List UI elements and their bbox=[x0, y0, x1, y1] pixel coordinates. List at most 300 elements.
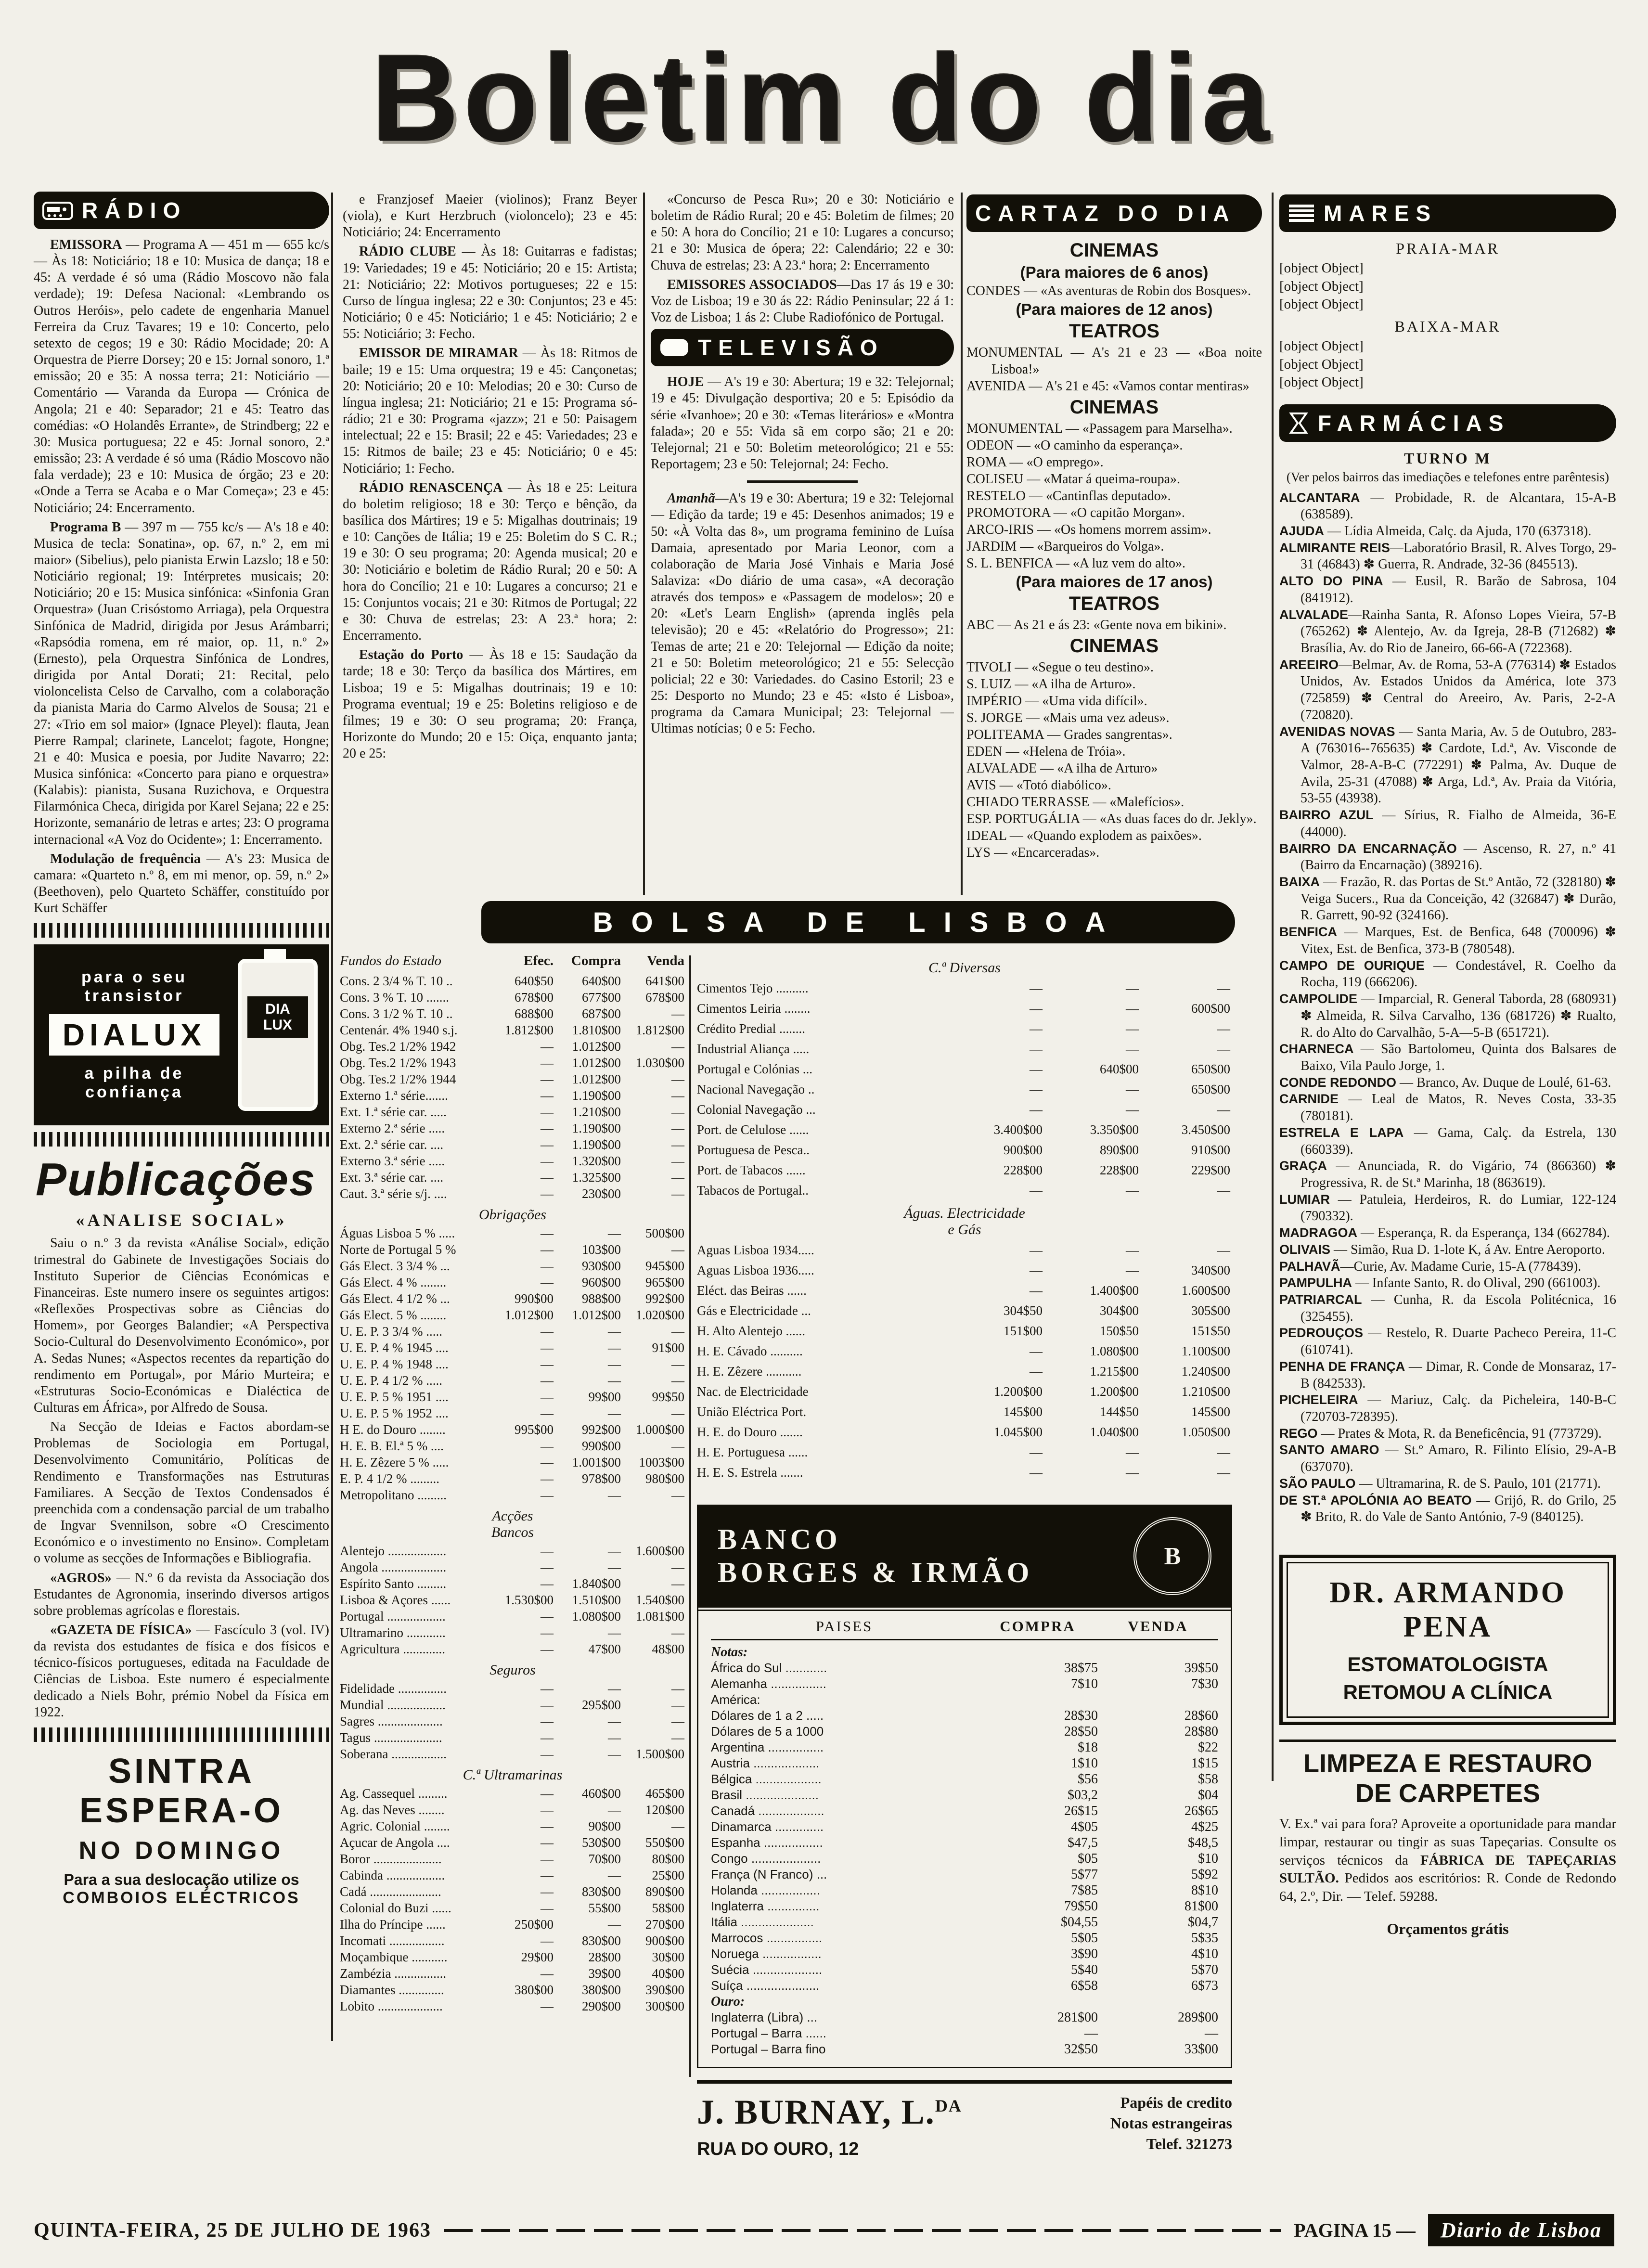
farmacias-note: (Ver pelos bairros das imediações e telefones entre parêntesis) bbox=[1286, 470, 1609, 485]
tide-line: [object Object] bbox=[1279, 296, 1364, 312]
exchange-row: Austria ................... 1$10 1$15 bbox=[711, 1756, 1218, 1771]
bolsa-row: Cons. 3 % T. 10 ....... 678$00 677$00 678$00 bbox=[340, 990, 684, 1005]
exchange-row: Portugal – Barra ...... — — bbox=[711, 2026, 1218, 2041]
bolsa-section: Seguros Fidelidade ............... — — — Mundial .................. — 295$00 — Sagres .................... — — — Tagus ..................... — — — Soberana ................. — — 1.500$00 bbox=[340, 1662, 684, 1761]
bolsa-row: Externo 1.ª série....... — 1.190$00 — bbox=[340, 1088, 684, 1103]
farmacia-entry: BENFICA — Marques, Est. de Benfica, 648 (700096) ✽ Vitex, Est. de Benfica, 373-B (780548). bbox=[1279, 925, 1616, 956]
bolsa-row: Ext. 2.ª série car. .... — 1.190$00 — bbox=[340, 1137, 684, 1152]
bolsa-right-sections bbox=[697, 960, 1232, 1482]
exchange-table bbox=[698, 1606, 1231, 2067]
bolsa-row: Tagus ..................... — — — bbox=[340, 1730, 684, 1745]
farmacia-entry: ALCANTARA — Probidade, R. de Alcantara, 15-A-B (638589). bbox=[1279, 490, 1616, 522]
farmacia-entry: ALMIRANTE REIS—Laboratório Brasil, R. Alves Torgo, 29-31 (46843) ✽ Guerra, R. Andrade, 32-36 (845513). bbox=[1279, 540, 1616, 572]
farmacia-entry: ALTO DO PINA — Eusil, R. Barão de Sabrosa, 104 (841912). bbox=[1279, 574, 1616, 606]
carpetes-body: V. Ex.ª vai para fora? Aproveite a oportunidade para mandar limpar, restaurar ou tingir as suas Tapeçarias. Consulte os serviços técnicos da FÁBRICA DE TAPEÇARIAS SULTÃO. Pedidos aos escritórios: R. Conde de Redondo 64, 2.º, Dir. — Telef. 59288. bbox=[1279, 1816, 1616, 1905]
cartaz-item: (Para maiores de 17 anos) bbox=[1016, 573, 1213, 591]
farmacia-entry: AVENIDAS NOVAS — Santa Maria, Av. 5 de Outubro, 283-A (763016--765635) ✽ Cardote, Ld.ª, Av. Visconde de Valmor, 28-A-B-C (772291) ✽ Palma, Av. Duque de Avila, 25-31 (47088) ✽ Arga, Ld.ª, Av. Praia da Vitória, 53-55 (43938). bbox=[1279, 724, 1616, 806]
armando-pena-ad bbox=[1279, 1555, 1616, 1725]
bolsa-row: Alentejo .................. — — 1.600$00 bbox=[340, 1544, 684, 1558]
bolsa-row: Gás Elect. 5 % ........ 1.012$00 1.012$00 1.020$00 bbox=[340, 1308, 684, 1322]
header-compra: COMPRA bbox=[1000, 1618, 1076, 1635]
exchange-row: França (N Franco) ... 5$77 5$92 bbox=[711, 1867, 1218, 1882]
bolsa-rows bbox=[340, 973, 685, 1202]
cartaz-item: ABC — As 21 e ás 23: «Gente nova em bikini». bbox=[966, 618, 1227, 632]
farmacia-entry: BAIRRO AZUL — Sírius, R. Fialho de Almeida, 36-E (44000). bbox=[1279, 808, 1617, 839]
cartaz-listings bbox=[966, 240, 1262, 861]
mares-section-header bbox=[1279, 194, 1616, 232]
baixa-mar-title: BAIXA-MAR bbox=[1394, 318, 1501, 335]
exchange-row: Suíça ..................... 6$58 6$73 bbox=[711, 1978, 1218, 1993]
bolsa-row: Cons. 3 1/2 % T. 10 .. 688$00 687$00 — bbox=[340, 1006, 684, 1021]
bolsa-row: Açucar de Angola .... — 530$00 550$00 bbox=[340, 1835, 684, 1850]
exchange-row: Ouro: bbox=[711, 1994, 745, 2009]
praia-mar-lines bbox=[1279, 259, 1616, 314]
farmacia-entry: LUMIAR — Patuleia, Herdeiros, R. do Lumiar, 122-124 (790332). bbox=[1279, 1192, 1616, 1224]
bolsa-row: União Eléctrica Port. 145$00 144$50 145$00 bbox=[697, 1405, 1230, 1419]
bolsa-row: Cimentos Leiria ........ — — 600$00 bbox=[697, 1001, 1230, 1016]
bolsa-section: Águas. Electricidade e Gás Aguas Lisboa 1934..... — — — Aguas Lisboa 1936..... — — 340$00 Eléct. das Beiras ...... — 1.400$00 1.600$00 Gás e Electricidade ... 304$50 304$00 305$00 H. Alto Alentejo ...... 151$00 150$50 151$50 H. E. Cávado .......... — 1.080$00 1.100$00 H. E. Zêzere ........... — 1.215$00 1.240$00 Nac. de Electricidade 1.200$00 1.200$00 1.210$00 União Eléctrica Port. 145$00 144$50 145$00 H. E. do Douro ....... 1.045$00 1.040$00 1.050$00 H. E. Portuguesa ...... — — — H. E. S. Estrela ....... — — — bbox=[697, 1205, 1232, 1482]
cartaz-item: JARDIM — «Barqueiros do Volga». bbox=[966, 539, 1164, 554]
exchange-row: África do Sul ............ 38$75 39$50 bbox=[711, 1661, 1218, 1675]
farmacia-entry: PAMPULHA — Infante Santo, R. do Olival, 290 (661003). bbox=[1279, 1276, 1601, 1291]
bolsa-row: Aguas Lisboa 1934..... — — — bbox=[697, 1243, 1230, 1257]
farmacias-section-header bbox=[1279, 404, 1616, 442]
cartaz-item: CHIADO TERRASSE — «Malefícios». bbox=[966, 795, 1184, 810]
bolsa-row: Sagres .................... — — — bbox=[340, 1714, 684, 1728]
exchange-row: Argentina ................ $18 $22 bbox=[711, 1740, 1218, 1755]
farmacia-entry: CHARNECA — São Bartolomeu, Quinta dos Balsares de Baixo, Vila Paulo Jorge, 1. bbox=[1279, 1042, 1616, 1073]
cartaz-item: TEATROS bbox=[1069, 593, 1160, 614]
page-title: Boletim do dia bbox=[371, 29, 1275, 168]
publicacoes-subtitle: «ANALISE SOCIAL» bbox=[76, 1211, 287, 1230]
farmacia-entry: REGO — Prates & Mota, R. da Beneficência, 91 (773729). bbox=[1279, 1426, 1602, 1441]
exchange-row: América: bbox=[711, 1692, 760, 1707]
publicacoes-title: Publicações bbox=[36, 1154, 316, 1206]
bolsa-row: H. E. Cávado .......... — 1.080$00 1.100$00 bbox=[697, 1344, 1230, 1358]
bolsa-row: H. E. Portuguesa ...... — — — bbox=[697, 1445, 1230, 1459]
bolsa-row: Ag. das Neves ........ — — 120$00 bbox=[340, 1803, 684, 1817]
tv-icon bbox=[659, 337, 689, 358]
exchange-row: Canadá ................... 26$15 26$65 bbox=[711, 1804, 1218, 1818]
bolsa-section: C.ª Ultramarinas Ag. Cassequel ......... — 460$00 465$00 Ag. das Neves ........ — — 120$00 Agric. Colonial ........ — 90$00 — Açucar de Angola .... — 530$00 550$00 Boror ..................... — 70$00 80$00 Cabinda .................. — — 25$00 Cadá ...................... — 830$00 890$00 Colonial do Buzi ...... — 55$00 58$00 Ilha do Príncipe ...... 250$00 — 270$00 Incomati ................. — 830$00 900$00 Moçambique ........... 29$00 28$00 30$00 Zambézia ................ — 39$00 40$00 Diamantes .............. 380$00 380$00 390$00 Lobito .................... — 290$00 300$00 bbox=[340, 1767, 684, 2013]
publicacoes-paragraph: Na Secção de Ideias e Factos abordam-se Problemas de Sociologia em Portugal, Desenvolvimento Comunitário, Políticas de Rendimento e Transformações nas Estruturas Familiares. A Secção de Textos Condensados é preenchida com a condensação parcial de um trabalho de Ingvar Svennilson, sobre «O Crescimento Económico e o investimento no Ensino». Completam o volume as secções de Informações e Bibliografia. bbox=[34, 1419, 329, 1566]
bolsa-row: Obg. Tes.2 1/2% 1942 — 1.012$00 — bbox=[340, 1039, 684, 1054]
header-paises: PAISES bbox=[815, 1618, 873, 1635]
burnay-address: RUA DO OURO, 12 bbox=[697, 2139, 859, 2159]
bolsa-row: Cadá ...................... — 830$00 890$00 bbox=[340, 1884, 684, 1899]
bolsa-row: Águas Lisboa 5 % ..... — — 500$00 bbox=[340, 1226, 684, 1240]
cartaz-item: POLITEAMA — Grades sangrentas». bbox=[966, 727, 1172, 742]
hatch-divider bbox=[34, 1727, 329, 1742]
tv-paragraph: HOJE — A's 19 e 30: Abertura; 19 e 32: Telejornal; 19 e 45: Divulgação desportiva; 20 e 5: Episódio da série «Ivanhoe»; 20 e 30: «Temas literários» e «Montra falada»; 20 e 55: Vida sã em corpo são; 21 e 20: Telejornal; 21 e 50: Boletim meteorológico; 21 e 55: Reportagem; 23 e 50: Telejornal; 24: Fecho. bbox=[651, 374, 954, 472]
carpetes-footer: Orçamentos grátis bbox=[1387, 1920, 1509, 1937]
farmacia-entry: MADRAGOA — Esperança, R. da Esperança, 134 (662784). bbox=[1279, 1225, 1610, 1241]
exchange-row: Inglaterra (Libra) ... 281$00 289$00 bbox=[711, 2010, 1218, 2025]
dialux-ad bbox=[34, 944, 329, 1125]
carpetes-ad bbox=[1279, 1740, 1616, 1938]
cartaz-item: CINEMAS bbox=[1069, 397, 1159, 418]
burnay-line: Papéis de credito bbox=[1120, 2094, 1232, 2111]
praia-mar-title: PRAIA-MAR bbox=[1396, 240, 1500, 257]
burnay-line: Notas estrangeiras bbox=[1110, 2114, 1232, 2132]
farmacia-entry: PENHA DE FRANÇA — Dimar, R. Conde de Monsaraz, 17-B (842533). bbox=[1279, 1359, 1616, 1391]
bolsa-section: Obrigações Águas Lisboa 5 % ..... — — 500$00 Norte de Portugal 5 % — 103$00 — Gás Elect. 3 3/4 % ... — 930$00 945$00 Gás Elect. 4 % ........ — 960$00 965$00 Gás Elect. 4 1/2 % ... 990$00 988$00 992$00 Gás Elect. 5 % ........ 1.012$00 1.012$00 1.020$00 U. E. P. 3 3/4 % ..... — — — U. E. P. 4 % 1945 .... — — 91$00 U. E. P. 4 % 1948 .... — — — U. E. P. 4 1/2 % ..... — — — U. E. P. 5 % 1951 .... — 99$00 99$50 U. E. P. 5 % 1952 .... — — — H E. do Douro ........ 995$00 992$00 1.000$00 H. E. B. El.ª 5 % .... — 990$00 — H. E. Zêzere 5 % ..... — 1.001$00 1003$00 E. P. 4 1/2 % ......... — 978$00 980$00 Metropolitano ......... — — — bbox=[340, 1207, 684, 1502]
publicacoes-paragraph: «GAZETA DE FÍSICA» — Fascículo 3 (vol. IV) da revista dos estudantes de física e dos físicos e técnico-físicos portugueses, editada na Faculdade de Ciências de Lisboa. Este numero é especialmente dedicado a Niels Bohr, prémio Nobel da Física em 1922. bbox=[34, 1623, 329, 1720]
bolsa-rows bbox=[340, 1543, 685, 1657]
column-radio-2 bbox=[343, 192, 637, 895]
column-divider bbox=[1272, 193, 1274, 1781]
sintra-line: COMBOIOS ELÉCTRICOS bbox=[63, 1888, 300, 1907]
farmacia-entry: PEDROUÇOS — Restelo, R. Duarte Pacheco Pereira, 11-C (610741). bbox=[1279, 1326, 1616, 1358]
radio-icon bbox=[42, 200, 73, 221]
tv-section-header bbox=[651, 329, 954, 366]
tide-line: [object Object] bbox=[1279, 374, 1364, 390]
farmacia-entry: AREEIRO—Belmar, Av. de Roma, 53-A (776314) ✽ Estados Unidos, Av. Estados Unidos da América, lote 373 (725859) ✽ Central do Areeiro, Av. Paris, 2-2-A (720820). bbox=[1279, 657, 1616, 722]
publicacoes-paragraph: Saiu o n.º 3 da revista «Análise Social», edição trimestral do Gabinete de Investigações Sociais do Instituto Superior de Ciências Económicas e Financeiras. Este numero insere os seguintes artigos: «Reflexões Prospectivas sobre as Ciências do Homem», por Georges Balandier; «A Perspectiva Socio-Cultural do Desenvolvimento Económico», por A. Sedas Nunes; «Aspectos recentes da repartição do rendimento em Portugal», por Mário Murteira; e «Estruturas Socio-Económicas e Dialéctica de Culturas em África», por Alfredo de Sousa. bbox=[34, 1236, 329, 1415]
bolsa-row: Agricultura ............. — 47$00 48$00 bbox=[340, 1642, 684, 1656]
bolsa-row: H. E. do Douro ....... 1.045$00 1.040$00 1.050$00 bbox=[697, 1425, 1230, 1439]
bank-name-line2: BORGES & IRMÃO bbox=[718, 1557, 1033, 1588]
bolsa-row: Industrial Aliança ..... — — — bbox=[697, 1042, 1230, 1056]
bolsa-row: Port. de Celulose ...... 3.400$00 3.350$00 3.450$00 bbox=[697, 1122, 1230, 1137]
cartaz-item: (Para maiores de 12 anos) bbox=[1016, 300, 1213, 318]
bolsa-row: U. E. P. 5 % 1951 .... — 99$00 99$50 bbox=[340, 1390, 684, 1404]
bolsa-row: U. E. P. 5 % 1952 .... — — — bbox=[340, 1406, 684, 1420]
radio-col3-paragraphs bbox=[651, 192, 954, 326]
radio-paragraph: EMISSORES ASSOCIADOS—Das 17 ás 19 e 30: Voz de Lisboa; 19 e 30 ás 22: Rádio Peninsular; 22 á 1: Voz de Lisboa; 1 ás 2: Clube Radiofónico de Portugal. bbox=[651, 277, 954, 325]
radio-paragraph: EMISSORA — Programa A — 451 m — 655 kc/s — Às 18: Noticiário; 18 e 10: Musica de dança; 18 e 45: A verdade é só uma (Rádio Moscovo não fala verdade); 19: Defesa Nacional: «Lembrando os Outros Heróis», pelo cadete de engenharia Manuel Ferreira da Cruz Tavares; 19 e 10: Concerto, pelo setexto de cegos; 19 e 30: Rádio Mocidade; 20: A Orquestra de Pierre Dorsey; 20 e 15: Jornal sonoro, 1.ª emissão; 20 e 35: A nossa terra; 21: Noticiário — Comentário — Varanda da Europa — Crónica de Angola; 21 e 40: Separador; 21 e 45: Teatro das comédias: «O Holandês Errante», de Strindberg; 22 e 30: Musica portuguesa; 22 e 45: Jornal sonoro, 2.ª emissão; 23: A verdade é só uma (Rádio Moscovo não fala verdade); 23 e 10: Musica de órgão; 23 e 20: «Onde a Terra se Acaba e o Mar Começa»; 23 e 45: Noticiário; 24: Encerramento. bbox=[34, 237, 329, 515]
column-divider bbox=[643, 193, 645, 895]
bolsa-section bbox=[340, 973, 685, 1202]
bolsa-row: Colonial Navegação ... — — — bbox=[697, 1102, 1230, 1117]
tide-line: [object Object] bbox=[1279, 338, 1364, 354]
header-venda: VENDA bbox=[1128, 1618, 1188, 1635]
exchange-row: Bélgica ................... $56 $58 bbox=[711, 1772, 1218, 1787]
cartaz-item: (Para maiores de 6 anos) bbox=[1020, 263, 1209, 281]
exchange-row: Dinamarca .............. 4$05 4$25 bbox=[711, 1819, 1218, 1834]
bolsa-row: Boror ..................... — 70$00 80$00 bbox=[340, 1852, 684, 1866]
farmacia-entry: CONDE REDONDO — Branco, Av. Duque de Loulé, 61-63. bbox=[1279, 1075, 1611, 1090]
exchange-rows bbox=[711, 1644, 1218, 2057]
tides-icon bbox=[1288, 203, 1315, 224]
bolsa-row: Obg. Tes.2 1/2% 1944 — 1.012$00 — bbox=[340, 1072, 684, 1086]
farmacia-entry: SÃO PAULO — Ultramarina, R. de S. Paulo, 101 (21771). bbox=[1279, 1476, 1601, 1491]
mares-section-title: MARES bbox=[1324, 201, 1438, 226]
bolsa-row: Angola .................... — — — bbox=[340, 1560, 684, 1574]
turno-title: TURNO M bbox=[1404, 450, 1492, 467]
cartaz-item: MONUMENTAL — «Passagem para Marselha». bbox=[966, 421, 1233, 436]
column-tv bbox=[651, 192, 954, 895]
cartaz-item: IMPÉRIO — «Uma vida difícil». bbox=[966, 694, 1147, 709]
pharmacy-icon bbox=[1288, 412, 1309, 435]
exchange-row: Espanha ................. $47,5 $48,5 bbox=[711, 1835, 1218, 1850]
cartaz-item: IDEAL — «Quando explodem as paixões». bbox=[966, 828, 1202, 843]
column-divider bbox=[961, 193, 963, 895]
cartaz-item: S. LUIZ — «A ilha de Arturo». bbox=[966, 677, 1136, 692]
bolsa-row: Soberana ................. — — 1.500$00 bbox=[340, 1747, 684, 1761]
exchange-row: Notas: bbox=[711, 1645, 748, 1660]
bolsa-divider bbox=[689, 955, 691, 2077]
cartaz-item: CONDES — «As aventuras de Robin dos Bosques». bbox=[966, 284, 1251, 298]
bolsa-row: Ultramarino ............ — — — bbox=[340, 1625, 684, 1640]
farmacia-entry: DE ST.ª APOLÓNIA AO BEATO — Grijó, R. do Grilo, 25 ✽ Brito, R. do Vale de Santo António, 7-9 (840125). bbox=[1279, 1493, 1616, 1525]
column-mares-farmacias bbox=[1279, 192, 1616, 1938]
dialux-tagline-top: para o seu transistor bbox=[81, 968, 188, 1005]
burnay-phone: Telef. 321273 bbox=[1146, 2135, 1232, 2153]
bolsa-row: Gás e Electricidade ... 304$50 304$00 305$00 bbox=[697, 1303, 1230, 1318]
farmacia-entry: BAIRRO DA ENCARNAÇÃO — Ascenso, R. 27, n.º 41 (Bairro da Encarnação) (389216). bbox=[1279, 841, 1616, 873]
exchange-row: Suécia .................... 5$40 5$70 bbox=[711, 1962, 1218, 1977]
sintra-line: Para a sua deslocação utilize os bbox=[64, 1870, 299, 1888]
sintra-headline: SINTRA ESPERA-O bbox=[79, 1752, 284, 1830]
tv-paragraph: Amanhã—A's 19 e 30: Abertura; 19 e 32: Telejornal — Edição da tarde; 19 e 45: Desenhos animados; 19 e 50: «À Volta das 8», um programa feminino de Luísa Damaia, apresentado por Maria Leonor, com a colaboração de Maria José Vinhais e Maria José Salaviza: «Do diário de uma casa», «A decoração através dos tempos» e «Passagem de modelos»; 20 e 20: «Let's Learn English» (aprenda inglês pela televisão); 20 e 45: «Relatório do Progresso»; 21: Temas de arte; 21 e 20: Telejornal — Edição da noite; 21 e 50: Boletim meteorológico; 21 e 55: Selecção policial; 22 e 30: Variedades. do Casino Estoril; 23 e 25: Desporto no Mundo; 23 e 45: «Isto é Lisboa», programa da Camara Municipal; 23: Telejornal — Ultimas notícias; 0 e 5: Fecho. bbox=[651, 491, 954, 736]
tv-section-title: TELEVISÃO bbox=[698, 335, 884, 361]
bolsa-row: Agric. Colonial ........ — 90$00 — bbox=[340, 1819, 684, 1833]
radio-paragraph: EMISSOR DE MIRAMAR — Às 18: Ritmos de baile; 19 e 15: Uma orquestra; 19 e 45: Cançonetas; 20: Noticiário; 20 e 10: Melodias; 20 e 30: Curso de língua inglesa; 21: Noticiário; 21 e 15: Programa só-rádio; 21 e 30: Programa «jazz»; 21 e 50: Paisagem intelectual; 22 e 15: Brasil; 22 e 45: Variedades; 23 e 15: Ritmos de baile; 23 e 45: Noticiário; 0 e 45: Noticiário; 1: Fecho. bbox=[343, 346, 637, 476]
baixa-mar-lines bbox=[1279, 337, 1616, 392]
cartaz-item: MONUMENTAL — A's 21 e 23 — «Boa noite Lisboa!» bbox=[966, 345, 1262, 377]
cartaz-item: PROMOTORA — «O capitão Morgan». bbox=[966, 505, 1185, 520]
bolsa-row: U. E. P. 3 3/4 % ..... — — — bbox=[340, 1324, 684, 1339]
bolsa-row: Crédito Predial ........ — — — bbox=[697, 1021, 1230, 1036]
hatch-divider bbox=[34, 923, 329, 938]
cartaz-item: CINEMAS bbox=[1069, 635, 1159, 657]
radio-paragraph: e Franzjosef Maeier (violinos); Franz Beyer (viola), e Kurt Herzbruch (violoncelo); 23 e 45: Noticiário; 24: Encerramento bbox=[343, 192, 637, 240]
battery-icon: DIA LUX bbox=[238, 959, 318, 1111]
cartaz-item: ALVALADE — «A ilha de Arturo» bbox=[966, 761, 1158, 776]
bolsa-row: Cimentos Tejo .......... — — — bbox=[697, 981, 1230, 995]
bolsa-row: Espírito Santo ......... — 1.840$00 — bbox=[340, 1576, 684, 1591]
bolsa-rows bbox=[697, 1240, 1232, 1482]
bolsa-left-sections bbox=[340, 973, 685, 2014]
separator bbox=[747, 480, 858, 483]
exchange-row: Portugal – Barra fino 32$50 33$00 bbox=[711, 2042, 1218, 2057]
exchange-row: Alemanha ................ 7$10 7$30 bbox=[711, 1676, 1218, 1691]
farmacia-entry: GRAÇA — Anunciada, R. do Vigário, 74 (866360) ✽ Progressiva, R. de St.ª Marinha, 18 (863619). bbox=[1279, 1159, 1616, 1190]
bolsa-row: Portugal .................. — 1.080$00 1.081$00 bbox=[340, 1609, 684, 1624]
radio-paragraph: Programa B — 397 m — 755 kc/s — A's 18 e 40: Musica de tecla: Sonatina», op. 67, n.º 2, em mi maior» (Sibelius), pelo pianista Erwin Lazslo; 18 e 50: Noticiário regional; 19: Intérpretes musicais; 20: Noticiário; 20 e 15: Musica sinfónica: «Sinfonia Gran Orquestra» (Juan Crisóstomo Arriaga), pela Orquestra Sinfónica de Madrid, dirigida por Jesus Arámbarri; «Rapsódia romena, em ré maior, op. 11, n.º 2» (Ernesto), pela Orquestra Sinfónica de Londres, dirigida por Antal Dorati; 21: Recital, pelo violoncelista Celso de Carvalho, com a colaboração da pianista Maria do Carmo Alvelos de Sousa; 21 e 27: «Trio em sol maior» (Ignace Pleyel): flauta, Jean Pierre Rampal; clarinete, Lancelot; fagote, Hongne; 21 e 40: Musica e poesia, por Judite Navarro; 22: Musica sinfónica: «Concerto para piano e orquestra» (Kalabis): pianista, Susana Ruzichova, e Orquestra Filarmónica Checa, dirigida por Karel Sejana; 22 e 25: Horizonte, semanário de letras e artes; 23: O programa internacional «A Voz do Ocidente»; 1: Encerramento. bbox=[34, 519, 329, 847]
bolsa-row: Lobito .................... — 290$00 300$00 bbox=[340, 1999, 684, 2013]
bolsa-row: Ext. 3.ª série car. .... — 1.325$00 — bbox=[340, 1170, 684, 1185]
farmacia-entry: OLIVAIS — Simão, Rua D. 1-lote K, á Av. Entre Aeroporto. bbox=[1279, 1242, 1605, 1257]
sintra-subhead: NO DOMINGO bbox=[78, 1836, 284, 1865]
bolsa-row: H E. do Douro ........ 995$00 992$00 1.000$00 bbox=[340, 1422, 684, 1437]
radio-col2-paragraphs bbox=[343, 192, 637, 762]
exchange-row: Congo .................... $05 $10 bbox=[711, 1851, 1218, 1866]
radio-paragraph: RÁDIO CLUBE — Às 18: Guitarras e fadistas; 19: Variedades; 19 e 45: Noticiário; 20 e 15: Artista; 21: Noticiário; 22: Motivos portugueses; 22 e 15: Curso de língua inglesa; 22 e 30: Conjuntos; 23 e 45: Noticiário; 0 e 45: Noticiário; 1 e 45: Noticiário; 2 e 55: Noticiário; 3: Fecho. bbox=[343, 244, 637, 342]
column-radio bbox=[34, 189, 329, 1907]
radio-paragraph: RÁDIO RENASCENÇA — Às 18 e 25: Leitura do boletim religioso; 18 e 30: Terço e bênção, da basílica dos Mártires; 19 e 5: Migalhas doutrinais; 19 e 10: Canções de Itália; 19 e 25: Boletim do S C. R.; 19 e 30: O seu programa; 20: Agenda musical; 20 e 30: Noticiário e boletim de Rádio Rural; 20 e 50: A hora do Concílio; 21 e 10: Lugares a concurso; 21 e 15: Conjuntos vocais; 21 e 30: Ritmos de Portugal; 22 e 30: Chuva de estrelas; 23: A 23.ª hora; 2: Encerramento. bbox=[343, 480, 637, 644]
radio-col1-paragraphs bbox=[34, 237, 329, 916]
radio-section-header bbox=[34, 192, 329, 229]
bolsa-rows bbox=[340, 1785, 685, 2014]
bolsa-table-right bbox=[697, 955, 1232, 2160]
farmacia-entry: PATRIARCAL — Cunha, R. da Escola Politécnica, 16 (325455). bbox=[1279, 1292, 1616, 1324]
carpetes-title: LIMPEZA E RESTAURO DE CARPETES bbox=[1303, 1749, 1592, 1808]
cartaz-item: CINEMAS bbox=[1069, 240, 1159, 261]
bolsa-row: H. Alto Alentejo ...... 151$00 150$50 151$50 bbox=[697, 1324, 1230, 1338]
farmacia-entry: CARNIDE — Leal de Matos, R. Neves Costa, 33-35 (780181). bbox=[1279, 1092, 1616, 1124]
tide-line: [object Object] bbox=[1279, 260, 1364, 276]
publicacoes-paragraph: «AGROS» — N.º 6 da revista da Associação dos Estudantes de Agronomia, inserindo diversos artigos sobre problemas agrícolas e florestais. bbox=[34, 1570, 329, 1618]
banco-borges-banner bbox=[698, 1506, 1231, 1606]
tv-today bbox=[651, 374, 954, 473]
dialux-tagline-bottom: a pilha de confiança bbox=[84, 1064, 184, 1102]
cartaz-item: EDEN — «Helena de Tróia». bbox=[966, 744, 1126, 759]
bolsa-row: Eléct. das Beiras ...... — 1.400$00 1.600$00 bbox=[697, 1283, 1230, 1298]
farmacia-entry: PALHAVÃ—Curie, Av. Madame Curie, 15-A (778439). bbox=[1279, 1259, 1582, 1274]
pena-message: RETOMOU A CLÍNICA bbox=[1343, 1681, 1553, 1704]
radio-section-title: RÁDIO bbox=[82, 198, 187, 223]
bank-name-line1: BANCO bbox=[718, 1523, 841, 1555]
publicacoes-paragraphs bbox=[34, 1235, 329, 1721]
bolsa-row: Zambézia ................ — 39$00 40$00 bbox=[340, 1966, 684, 1981]
bolsa-row: U. E. P. 4 1/2 % ..... — — — bbox=[340, 1373, 684, 1388]
bolsa-row: Gás Elect. 3 3/4 % ... — 930$00 945$00 bbox=[340, 1259, 684, 1273]
exchange-row: Noruega ................. 3$90 4$10 bbox=[711, 1946, 1218, 1961]
exchange-row: Itália ..................... $04,55 $04,7 bbox=[711, 1915, 1218, 1930]
bolsa-row: E. P. 4 1/2 % ......... — 978$00 980$00 bbox=[340, 1471, 684, 1486]
footer-page-number: PAGINA 15 — bbox=[1294, 2219, 1416, 2241]
bolsa-row: H. E. S. Estrela ....... — — — bbox=[697, 1465, 1230, 1480]
bolsa-row: Externo 2.ª série ..... — 1.190$00 — bbox=[340, 1121, 684, 1135]
exchange-row: Holanda ................. 7$85 8$10 bbox=[711, 1883, 1218, 1898]
exchange-row: Dólares de 1 a 2 ..... 28$30 28$60 bbox=[711, 1708, 1218, 1723]
farmacia-entry: ESTRELA E LAPA — Gama, Calç. da Estrela, 130 (660339). bbox=[1279, 1125, 1616, 1157]
cartaz-item: ESP. PORTUGÁLIA — «As duas faces do dr. Jekly». bbox=[966, 812, 1257, 826]
farmacia-entry: CAMPOLIDE — Imparcial, R. General Taborda, 28 (680931) ✽ Almeida, R. Silva Carvalho, 136 (681726) ✽ Rualto, R. do Alto do Carvalhão, 5-A—5-B (651721). bbox=[1279, 992, 1616, 1040]
column-divider bbox=[331, 193, 333, 2041]
column-cartaz bbox=[966, 192, 1262, 895]
radio-paragraph: «Concurso de Pesca Ru»; 20 e 30: Noticiário e boletim de Rádio Rural; 20 e 45: Boletim de filmes; 20 e 50: A hora do Concílio; 21 e 10: Lugares a concurso; 21 e 30: Musica de ópera; 22: Calendário; 22 e 30: Chuva de estrelas; 23: A 23.ª hora; 2: Encerramento bbox=[651, 192, 954, 273]
cartaz-item: TEATROS bbox=[1069, 321, 1160, 342]
bolsa-row: Colonial do Buzi ...... — 55$00 58$00 bbox=[340, 1901, 684, 1915]
footer-date: QUINTA-FEIRA, 25 DE JULHO DE 1963 bbox=[34, 2219, 431, 2242]
bolsa-row: Gás Elect. 4 1/2 % ... 990$00 988$00 992$00 bbox=[340, 1291, 684, 1306]
dialux-brand: DIALUX bbox=[49, 1014, 219, 1056]
bolsa-row: Portuguesa de Pesca.. 900$00 890$00 910$00 bbox=[697, 1143, 1230, 1157]
farmacias-list bbox=[1279, 490, 1616, 1526]
farmacia-entry: SANTO AMARO — St.º Amaro, R. Filinto Elísio, 29-A-B (637070). bbox=[1279, 1443, 1616, 1475]
burnay-ad bbox=[697, 2080, 1232, 2160]
col-header-venda: Venda bbox=[647, 953, 684, 968]
bolsa-row: Ilha do Príncipe ...... 250$00 — 270$00 bbox=[340, 1917, 684, 1932]
bolsa-row: Incomati ................. — 830$00 900$00 bbox=[340, 1933, 684, 1948]
bolsa-row: H. E. Zêzere 5 % ..... — 1.001$00 1003$00 bbox=[340, 1455, 684, 1469]
tv-tomorrow bbox=[651, 490, 954, 737]
bolsa-row: Moçambique ........... 29$00 28$00 30$00 bbox=[340, 1950, 684, 1964]
bolsa-rows bbox=[340, 1680, 685, 1762]
burnay-name: J. BURNAY, L.$^{DA}$ bbox=[697, 2093, 962, 2131]
cartaz-item: AVENIDA — A's 21 e 45: «Vamos contar mentiras» bbox=[966, 379, 1249, 394]
bolsa-row: Ag. Cassequel ......... — 460$00 465$00 bbox=[340, 1786, 684, 1801]
tide-line: [object Object] bbox=[1279, 356, 1364, 372]
cartaz-item: S. JORGE — «Mais uma vez adeus». bbox=[966, 710, 1170, 725]
bolsa-section: Acções Bancos Alentejo .................. — — 1.600$00 Angola .................... — — — Espírito Santo ......... — 1.840$00 — Lisboa & Açores ...... 1.530$00 1.510$00 1.540$00 Portugal .................. — 1.080$00 1.081$00 Ultramarino ............ — — — Agricultura ............. — 47$00 48$00 bbox=[340, 1508, 684, 1656]
exchange-row: Brasil ..................... $03,2 $04 bbox=[711, 1788, 1218, 1803]
bolsa-row: Nac. de Electricidade 1.200$00 1.200$00 1.210$00 bbox=[697, 1384, 1230, 1399]
bolsa-row: H. E. B. El.ª 5 % .... — 990$00 — bbox=[340, 1439, 684, 1453]
bolsa-row: U. E. P. 4 % 1948 .... — — — bbox=[340, 1357, 684, 1371]
pena-name: DR. ARMANDO PENA bbox=[1329, 1576, 1566, 1644]
sintra-ad bbox=[34, 1752, 329, 1907]
col-header-compra: Compra bbox=[571, 953, 621, 968]
cartaz-item: COLISEU — «Matar á queima-roupa». bbox=[966, 472, 1180, 487]
cartaz-item: RESTELO — «Cantinflas deputado». bbox=[966, 489, 1171, 503]
cartaz-item: ARCO-IRIS — «Os homens morrem assim». bbox=[966, 522, 1211, 537]
bolsa-row: Ext. 1.ª série car. ..... — 1.210$00 — bbox=[340, 1105, 684, 1119]
exchange-row: Marrocos ................ 5$05 5$35 bbox=[711, 1931, 1218, 1946]
footer-brand: Diario de Lisboa bbox=[1428, 2214, 1614, 2246]
bolsa-row: Obg. Tes.2 1/2% 1943 — 1.012$00 1.030$00 bbox=[340, 1056, 684, 1070]
hatch-divider bbox=[34, 1132, 329, 1147]
fundos-title: Fundos do Estado bbox=[340, 953, 442, 968]
bolsa-row: Lisboa & Açores ...... 1.530$00 1.510$00 1.540$00 bbox=[340, 1593, 684, 1607]
col-header-efec: Efec. bbox=[524, 953, 554, 968]
radio-paragraph: Modulação de frequência — A's 23: Musica de camara: «Quarteto n.º 8, em mi menor, op. 59, n.º 2» (Beethoven), pelo Quarteto Schäffer, constituído por Kurt Schäffer bbox=[34, 851, 329, 916]
cartaz-item: TIVOLI — «Segue o teu destino». bbox=[966, 660, 1154, 675]
bolsa-row: Externo 3.ª série ..... — 1.320$00 — bbox=[340, 1154, 684, 1168]
bolsa-row: Nacional Navegação .. — — 650$00 bbox=[697, 1082, 1230, 1096]
bolsa-row: Portugal e Colónias ... — 640$00 650$00 bbox=[697, 1062, 1230, 1076]
farmacia-entry: PICHELEIRA — Mariuz, Calç. da Picheleira, 140-B-C (720703-728395). bbox=[1279, 1392, 1616, 1425]
page-footer bbox=[34, 2209, 1614, 2251]
exchange-row: Dólares de 5 a 1000 28$50 28$80 bbox=[711, 1724, 1218, 1739]
bolsa-row: Metropolitano ......... — — — bbox=[340, 1488, 684, 1502]
cartaz-item: ROMA — «O emprego». bbox=[966, 455, 1104, 470]
farmacia-entry: ALVALADE—Rainha Santa, R. Afonso Lopes Vieira, 57-B (765262) ✽ Alentejo, Av. da Igreja, 28-B (712682) ✽ Brasília, Av. do Rio de Janeiro, 66-66-A (722368). bbox=[1279, 607, 1616, 656]
bolsa-rows bbox=[697, 978, 1232, 1200]
farmacia-entry: CAMPO DE OURIQUE — Condestável, R. Coelho da Rocha, 119 (666206). bbox=[1279, 958, 1616, 990]
exchange-table-header bbox=[711, 1618, 1218, 1640]
bolsa-row: Diamantes .............. 380$00 380$00 390$00 bbox=[340, 1983, 684, 1997]
bolsa-section-header: BOLSA DE LISBOA bbox=[481, 901, 1235, 943]
banco-borges-ad bbox=[697, 1505, 1232, 2068]
bolsa-row: Cons. 2 3/4 % T. 10 .. 640$50 640$00 641$00 bbox=[340, 974, 684, 988]
bolsa-rows bbox=[340, 1225, 685, 1503]
bolsa-row: Aguas Lisboa 1936..... — — 340$00 bbox=[697, 1263, 1230, 1277]
bolsa-left-header bbox=[340, 953, 685, 969]
bolsa-row: Gás Elect. 4 % ........ — 960$00 965$00 bbox=[340, 1275, 684, 1289]
tide-line: [object Object] bbox=[1279, 278, 1364, 294]
bolsa-row: Centenár. 4% 1940 s.j. 1.812$00 1.810$00 1.812$00 bbox=[340, 1023, 684, 1037]
cartaz-section-header bbox=[966, 194, 1262, 232]
radio-paragraph: Estação do Porto — Às 18 e 15: Saudação da tarde; 18 e 30: Terço da basílica dos Mártires, em Lisboa; 19 e 5: Migalhas doutrinais; 19 e 10: Programa eventual; 19 e 25: Boletins religioso e de filmes; 19 e 30: O seu programa; 20: França, Horizonte do Mundo; 20 e 15: Oiça, enquanto janta; 20 e 25: bbox=[343, 647, 637, 761]
bolsa-section: C.ª Diversas Cimentos Tejo .......... — — — Cimentos Leiria ........ — — 600$00 Crédito Predial ........ — — — Industrial Aliança ..... — — — Portugal e Colónias ... — 640$00 650$00 Nacional Navegação .. — — 650$00 Colonial Navegação ... — — — Port. de Celulose ...... 3.400$00 3.350$00 3.450$00 Portuguesa de Pesca.. 900$00 890$00 910$00 Port. de Tabacos ...... 228$00 228$00 229$00 Tabacos de Portugal.. — — — bbox=[697, 960, 1232, 1200]
bolsa-row: Cabinda .................. — — 25$00 bbox=[340, 1868, 684, 1882]
bolsa-row: Fidelidade ............... — — — bbox=[340, 1681, 684, 1696]
farmacia-entry: BAIXA — Frazão, R. das Portas de St.º Antão, 72 (328180) ✽ Veiga Sucers., Rua da Conceição, 42 (326847) ✽ Durão, R. Garrett, 90-92 (324166). bbox=[1279, 875, 1616, 923]
cartaz-item: S. L. BENFICA — «A luz vem do alto». bbox=[966, 556, 1185, 571]
bolsa-row: U. E. P. 4 % 1945 .... — — 91$00 bbox=[340, 1340, 684, 1355]
bolsa-row: Caut. 3.ª série s/j. .... — 230$00 — bbox=[340, 1186, 684, 1201]
bolsa-row: H. E. Zêzere ........... — 1.215$00 1.240$00 bbox=[697, 1364, 1230, 1379]
bolsa-row: Norte de Portugal 5 % — 103$00 — bbox=[340, 1242, 684, 1257]
bolsa-row: Tabacos de Portugal.. — — — bbox=[697, 1183, 1230, 1198]
cartaz-section-title: CARTAZ DO DIA bbox=[975, 201, 1236, 226]
cartaz-item: LYS — «Encarceradas». bbox=[966, 845, 1100, 860]
bolsa-row: Port. de Tabacos ...... 228$00 228$00 229$00 bbox=[697, 1163, 1230, 1177]
bolsa-table-left bbox=[340, 953, 685, 2014]
bank-seal-icon: B bbox=[1133, 1517, 1211, 1595]
farmacias-section-title: FARMÁCIAS bbox=[1318, 411, 1510, 436]
pena-specialty: ESTOMATOLOGISTA bbox=[1347, 1653, 1548, 1676]
footer-rule bbox=[444, 2229, 1281, 2232]
exchange-row: Inglaterra ............... 79$50 81$00 bbox=[711, 1899, 1218, 1914]
bolsa-row: Mundial .................. — 295$00 — bbox=[340, 1698, 684, 1712]
cartaz-item: AVIS — «Totó diabólico». bbox=[966, 778, 1111, 793]
farmacia-entry: AJUDA — Lídia Almeida, Calç. da Ajuda, 170 (637318). bbox=[1279, 523, 1592, 539]
